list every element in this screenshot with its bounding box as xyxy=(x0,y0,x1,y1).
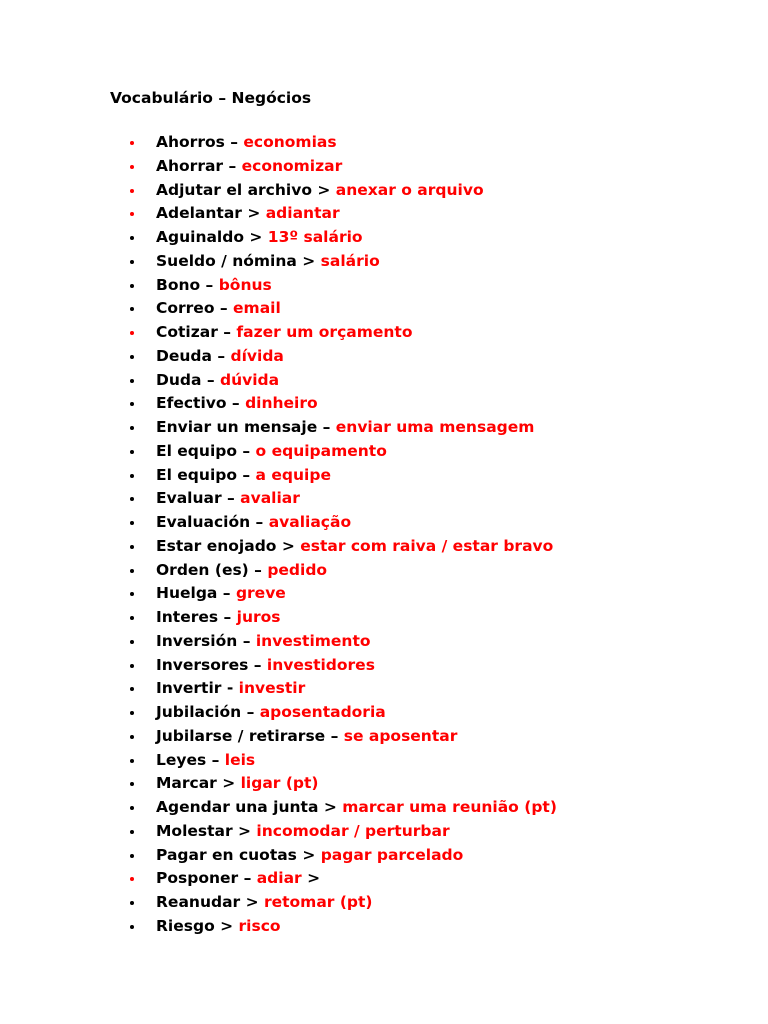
portuguese-translation: adiantar xyxy=(265,204,340,223)
spanish-term: Enviar un mensaje xyxy=(156,418,318,436)
portuguese-translation: adiar xyxy=(256,869,302,888)
spanish-term: Pagar en cuotas xyxy=(156,845,297,864)
separator: – xyxy=(201,370,221,389)
spanish-term: Ahorrar xyxy=(156,156,224,175)
list-item xyxy=(0,535,768,559)
portuguese-translation: investidores xyxy=(266,655,375,674)
portuguese-translation: risco xyxy=(238,916,281,935)
spanish-term: Evaluar xyxy=(156,489,222,508)
list-item xyxy=(0,749,768,773)
bullet-icon xyxy=(130,426,134,430)
list-item xyxy=(0,559,768,583)
spanish-term: Ahorros xyxy=(156,133,225,151)
portuguese-translation: estar com raiva / estar bravo xyxy=(300,536,554,555)
vocab-entry xyxy=(156,677,305,701)
vocab-entry xyxy=(156,891,373,915)
portuguese-translation: aposentadoria xyxy=(259,703,386,721)
separator: – xyxy=(250,513,269,531)
portuguese-translation: ligar (pt) xyxy=(240,774,319,793)
portuguese-translation: anexar o arquivo xyxy=(335,180,484,199)
separator: – xyxy=(206,750,225,769)
vocab-entry xyxy=(156,511,351,535)
list-item xyxy=(0,226,768,250)
separator: – xyxy=(237,631,256,650)
vocab-entry xyxy=(156,915,281,939)
separator: – xyxy=(226,394,246,413)
separator: > xyxy=(232,821,257,840)
list-item xyxy=(0,392,768,416)
bullet-icon xyxy=(130,355,134,359)
trailing-marker: > xyxy=(301,869,321,888)
bullet-icon xyxy=(130,664,134,668)
separator: – xyxy=(317,418,336,436)
portuguese-translation: leis xyxy=(224,750,256,769)
vocab-entry xyxy=(156,559,327,583)
portuguese-translation: enviar uma mensagem xyxy=(335,418,535,436)
vocab-entry xyxy=(156,345,284,369)
list-item xyxy=(0,867,768,891)
separator: – xyxy=(237,465,256,484)
bullet-icon xyxy=(130,592,134,596)
separator: – xyxy=(214,299,234,318)
spanish-term: El equipo xyxy=(156,465,237,484)
portuguese-translation: investir xyxy=(238,679,306,698)
bullet-icon xyxy=(130,450,134,454)
portuguese-translation: economizar xyxy=(241,156,343,175)
separator: – xyxy=(238,869,257,888)
separator: > xyxy=(240,893,264,911)
bullet-icon xyxy=(130,189,134,193)
vocab-entry xyxy=(156,487,300,511)
portuguese-translation: marcar uma reunião (pt) xyxy=(342,798,557,816)
separator: - xyxy=(221,679,239,698)
bullet-icon xyxy=(130,711,134,715)
list-item xyxy=(0,440,768,464)
bullet-icon xyxy=(130,284,134,288)
vocab-entry xyxy=(156,464,331,488)
spanish-term: Estar enojado xyxy=(156,536,277,555)
vocab-entry xyxy=(156,392,318,416)
separator: > xyxy=(214,916,239,935)
list-item xyxy=(0,179,768,203)
list-item xyxy=(0,202,768,226)
vocab-entry xyxy=(156,772,319,796)
separator: > xyxy=(296,845,321,864)
bullet-icon xyxy=(130,782,134,786)
list-item xyxy=(0,274,768,298)
portuguese-translation: email xyxy=(233,299,281,318)
spanish-term: Sueldo / nómina xyxy=(156,251,297,270)
bullet-icon xyxy=(130,402,134,406)
spanish-term: Efectivo xyxy=(156,394,227,413)
spanish-term: Adjutar el archivo xyxy=(156,180,312,199)
separator: – xyxy=(211,346,231,365)
list-item xyxy=(0,321,768,345)
portuguese-translation: o equipamento xyxy=(255,441,387,460)
separator: > xyxy=(216,774,241,793)
separator: – xyxy=(217,323,237,341)
list-item xyxy=(0,844,768,868)
spanish-term: Molestar xyxy=(156,821,233,840)
separator: > xyxy=(318,798,343,816)
separator: – xyxy=(221,489,241,508)
bullet-icon xyxy=(130,497,134,501)
portuguese-translation: retomar (pt) xyxy=(263,893,373,911)
vocab-entry xyxy=(156,582,286,606)
bullet-icon xyxy=(130,759,134,763)
spanish-term: Evaluación xyxy=(156,513,251,531)
portuguese-translation: dinheiro xyxy=(245,394,318,413)
portuguese-translation: a equipe xyxy=(255,465,331,484)
spanish-term: Posponer xyxy=(156,869,239,888)
bullet-icon xyxy=(130,545,134,549)
portuguese-translation: economias xyxy=(243,133,337,151)
list-item xyxy=(0,131,768,155)
vocab-entry xyxy=(156,155,342,179)
vocab-entry xyxy=(156,131,337,155)
portuguese-translation: pagar parcelado xyxy=(320,845,464,864)
bullet-icon xyxy=(130,212,134,216)
spanish-term: Aguinaldo xyxy=(156,228,244,246)
portuguese-translation: dúvida xyxy=(220,370,280,389)
spanish-term: Bono xyxy=(156,275,201,294)
portuguese-translation: incomodar / perturbar xyxy=(256,821,450,840)
bullet-icon xyxy=(130,569,134,573)
bullet-icon xyxy=(130,165,134,169)
vocab-entry xyxy=(156,535,553,559)
list-item xyxy=(0,487,768,511)
bullet-icon xyxy=(130,830,134,834)
separator: – xyxy=(237,441,256,460)
portuguese-translation: avaliação xyxy=(268,513,352,531)
spanish-term: Interes xyxy=(156,608,219,626)
list-item xyxy=(0,891,768,915)
vocab-entry xyxy=(156,202,340,226)
spanish-term: Jubilación xyxy=(156,703,242,721)
separator: – xyxy=(218,608,237,626)
spanish-term: Duda xyxy=(156,370,202,389)
list-item xyxy=(0,820,768,844)
bullet-icon xyxy=(130,379,134,383)
vocab-entry xyxy=(156,796,557,820)
vocab-entry xyxy=(156,250,380,274)
bullet-icon xyxy=(130,925,134,929)
vocab-entry xyxy=(156,297,281,321)
list-item xyxy=(0,511,768,535)
portuguese-translation: salário xyxy=(320,251,380,270)
spanish-term: Correo xyxy=(156,299,215,318)
vocab-entry xyxy=(156,749,255,773)
bullet-icon xyxy=(130,331,134,335)
vocab-entry xyxy=(156,630,371,654)
bullet-icon xyxy=(130,521,134,525)
separator: > xyxy=(241,204,266,223)
vocab-entry xyxy=(156,226,363,250)
spanish-term: El equipo xyxy=(156,441,237,460)
spanish-term: Leyes xyxy=(156,750,207,769)
portuguese-translation: avaliar xyxy=(240,489,300,508)
bullet-icon xyxy=(130,806,134,810)
portuguese-translation: pedido xyxy=(267,560,328,579)
separator: – xyxy=(241,703,260,721)
bullet-icon xyxy=(130,854,134,858)
vocab-entry xyxy=(156,867,320,891)
bullet-icon xyxy=(130,236,134,240)
separator: > xyxy=(244,228,268,246)
bullet-icon xyxy=(130,260,134,264)
spanish-term: Jubilarse / retirarse xyxy=(156,726,326,745)
spanish-term: Reanudar xyxy=(156,893,241,911)
bullet-icon xyxy=(130,735,134,739)
bullet-icon xyxy=(130,474,134,478)
bullet-icon xyxy=(130,877,134,881)
spanish-term: Inversión xyxy=(156,631,238,650)
spanish-term: Deuda xyxy=(156,346,212,365)
portuguese-translation: fazer um orçamento xyxy=(236,323,413,341)
list-item xyxy=(0,464,768,488)
separator: – xyxy=(248,655,267,674)
spanish-term: Orden (es) xyxy=(156,560,249,579)
vocabulary-list xyxy=(0,131,768,939)
list-item xyxy=(0,582,768,606)
portuguese-translation: bônus xyxy=(218,275,272,294)
list-item xyxy=(0,416,768,440)
list-item xyxy=(0,250,768,274)
list-item xyxy=(0,701,768,725)
bullet-icon xyxy=(130,901,134,905)
vocab-entry xyxy=(156,820,450,844)
vocab-entry xyxy=(156,440,387,464)
separator: > xyxy=(311,180,336,199)
spanish-term: Marcar xyxy=(156,774,217,793)
page-title: Vocabulário – Negócios xyxy=(110,89,312,107)
portuguese-translation: 13º salário xyxy=(267,228,363,246)
separator: – xyxy=(223,156,242,175)
separator: – xyxy=(224,133,244,151)
separator: – xyxy=(217,584,236,603)
portuguese-translation: dívida xyxy=(230,346,284,365)
vocab-entry xyxy=(156,416,534,440)
separator: – xyxy=(325,726,344,745)
list-item xyxy=(0,654,768,678)
vocab-entry xyxy=(156,606,281,630)
vocab-entry xyxy=(156,179,484,203)
bullet-icon xyxy=(130,687,134,691)
spanish-term: Invertir xyxy=(156,679,222,698)
portuguese-translation: se aposentar xyxy=(343,726,458,745)
separator: > xyxy=(296,251,321,270)
list-item xyxy=(0,345,768,369)
bullet-icon xyxy=(130,616,134,620)
spanish-term: Cotizar xyxy=(156,323,218,341)
vocab-entry xyxy=(156,369,279,393)
separator: > xyxy=(276,536,301,555)
spanish-term: Agendar una junta xyxy=(156,798,319,816)
list-item xyxy=(0,725,768,749)
vocab-entry xyxy=(156,654,375,678)
spanish-term: Inversores xyxy=(156,655,249,674)
bullet-icon xyxy=(130,640,134,644)
separator: – xyxy=(200,275,219,294)
vocab-entry xyxy=(156,844,463,868)
spanish-term: Riesgo xyxy=(156,916,215,935)
spanish-term: Adelantar xyxy=(156,204,242,223)
list-item xyxy=(0,677,768,701)
list-item xyxy=(0,796,768,820)
portuguese-translation: juros xyxy=(236,608,281,626)
list-item xyxy=(0,630,768,654)
portuguese-translation: greve xyxy=(235,584,286,603)
portuguese-translation: investimento xyxy=(255,631,371,650)
bullet-icon xyxy=(130,141,134,145)
spanish-term: Huelga xyxy=(156,584,218,603)
vocab-entry xyxy=(156,725,457,749)
vocab-entry xyxy=(156,321,412,345)
vocab-entry xyxy=(156,701,386,725)
list-item xyxy=(0,606,768,630)
separator: – xyxy=(248,560,268,579)
list-item xyxy=(0,297,768,321)
list-item xyxy=(0,369,768,393)
vocab-entry xyxy=(156,274,272,298)
list-item xyxy=(0,772,768,796)
list-item xyxy=(0,155,768,179)
list-item xyxy=(0,915,768,939)
bullet-icon xyxy=(130,307,134,311)
